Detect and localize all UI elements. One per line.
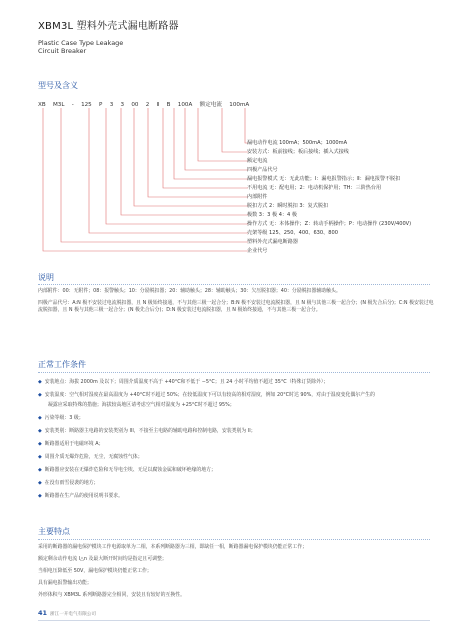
- subtitle-en-line-2: Circuit Breaker: [38, 47, 87, 55]
- code-segment: B: [166, 102, 171, 108]
- code-segment: 00: [131, 102, 139, 108]
- legend-item: 四极产品代号: [247, 167, 278, 173]
- code-segment: 额定电流: [199, 102, 222, 108]
- divider: [38, 539, 430, 540]
- legend-item: 企业代号: [247, 248, 268, 254]
- code-segment: 3: [120, 102, 125, 108]
- page-title: XBM3L 塑料外壳式漏电断路器: [38, 21, 179, 32]
- code-segment: 125: [81, 102, 92, 108]
- bullet-icon: ◆: [38, 428, 42, 434]
- footer-divider: [38, 620, 430, 621]
- condition-item: ◆ 断路器在生产品的使用说明书要求。: [38, 493, 124, 499]
- code-segment: M3L: [52, 102, 65, 108]
- legend-item: 漏电报警模式 无：无此功能；Ⅰ：漏电报警指示；Ⅱ：漏电报警不脱扣: [247, 176, 401, 182]
- condition-item: ◆ 污染等级：3 级；: [38, 415, 84, 421]
- code-segment: Ⅱ: [156, 102, 160, 108]
- code-segment: 100mA: [229, 102, 250, 108]
- feature-item: 具有漏电报警输出功能；: [38, 580, 92, 586]
- bullet-icon: ◆: [38, 441, 42, 447]
- condition-item: ◆ 断路器应安装在无爆炸危险和无导电尘埃、无足以腐蚀金属和破坏绝缘的地方；: [38, 467, 216, 473]
- legend-item: 操作方式 无：本体操作；Z：转动手柄操作；P：电动操作 (230V/400V): [247, 221, 412, 227]
- condition-item-continued: 凝露应采取特殊的措施；海拔较高地区请考虑空气相对湿度为 +25°C时不超过 95%；: [48, 402, 235, 408]
- legend-item: 脱扣方式 2：瞬时脱扣 3：复式脱扣: [247, 203, 329, 209]
- bullet-icon: ◆: [38, 415, 42, 421]
- legend-item: 不用电流 无：配电用；2：电动机保护用；TH：三阶热台用: [247, 185, 382, 191]
- page-footer: [38, 609, 96, 617]
- legend-item: 额定电流: [247, 158, 268, 164]
- code-segment: 2: [145, 102, 150, 108]
- bullet-icon: ◆: [38, 392, 42, 398]
- feature-item: 当相电压降低至 50V，漏电保护模块仍能正常工作；: [38, 568, 152, 574]
- feature-item: 额定剩余动作电流 I△n 及最大断开时间均是指定且可调整；: [38, 556, 167, 562]
- code-segment: XB: [38, 102, 46, 108]
- bullet-icon: ◆: [38, 493, 42, 499]
- condition-item: ◆ 断路器适用于电磁环境 A；: [38, 441, 104, 447]
- subtitle-en-line-1: Plastic Case Type Leakage: [38, 39, 124, 47]
- code-segment: -: [71, 102, 74, 108]
- legend-item: 内部附件: [247, 194, 268, 200]
- conditions-section-title: 正常工作条件: [38, 360, 86, 369]
- notes-section-title: 说明: [38, 273, 54, 282]
- feature-item: 外形体积与 XBM3L 系列断路器完全相同，安装且有较好的互换性。: [38, 592, 186, 598]
- legend-item: 漏电动作电流 100mA；500mA；1000mA: [247, 140, 348, 146]
- divider: [38, 372, 430, 373]
- notes-paragraph-1: 内部附件：00：无附件；08：报警触头；10：分励脱扣器；20：辅助触头；28：辅助触头；30：欠压脱扣器；40：分励脱扣器辅助触头。: [38, 288, 341, 294]
- model-section-title: 型号及含义: [38, 81, 78, 90]
- feature-item: 采用的断路器的漏电保护模块工作电源取单为二相，本系列断路器为三相，即缺任一相，断路器漏电保护模块仍能正常工作；: [38, 544, 307, 550]
- legend-item: 塑料外壳式漏电断路器: [247, 239, 298, 245]
- features-section-title: 主要特点: [38, 527, 70, 536]
- bullet-icon: ◆: [38, 467, 42, 473]
- code-segment: P: [99, 102, 103, 108]
- footer-company: 浙江一开电气有限公司: [50, 612, 96, 617]
- page-number: 41: [38, 609, 48, 617]
- legend-item: 安装方式：板前接线；板后接线；插入式接线: [247, 149, 349, 155]
- condition-item: ◆ 在没有雨雪侵袭的地方；: [38, 480, 99, 486]
- condition-item: ◆ 安装温度：空气相对湿度在最高温度为 +40°C时不超过 50%；在较低温度下可以有较高的相对湿度，例如 20°C时达 90%，对由于温度变化偶尔产生的: [38, 392, 375, 398]
- condition-item: ◆ 安装类别：断路器主电路的安装类别为 III，不接至主电路的辅助电路和控制电路，安装类别为 II；: [38, 428, 256, 434]
- legend-item: 极数 3：3 极 4：4 极: [247, 212, 298, 218]
- condition-item: ◆ 安装地点：海拔 2000m 及以下；周围介质温度不高于 +40°C和不低于 −5°C；且 24 小时平均值不超过 35°C（特殊订货除外）；: [38, 379, 329, 385]
- bullet-icon: ◆: [38, 480, 42, 486]
- model-leader-lines: [0, 0, 468, 300]
- divider: [38, 284, 430, 285]
- notes-paragraph-2: 四极产品代号：A:N 极不安装过电流脱扣器，且 N 极始终接通，不与其他三极一起合分；B:N 极不安装过电流脱扣器，且 N 极与其他三极一起合分；(N 极先合后分)；C:N 极安装过电流脱扣器，且 N 极与其他三极一起合分；(N 极先合后分)；D:N 极安装过电流脱扣器，且 N 极始终接通，不与其他三极一起合分。: [38, 300, 434, 313]
- code-segment: 100A: [177, 102, 193, 108]
- code-segment: 3: [109, 102, 114, 108]
- legend-item: 壳架等级 125、250、400、630、800: [247, 230, 338, 236]
- bullet-icon: ◆: [38, 379, 42, 385]
- bullet-icon: ◆: [38, 454, 42, 460]
- condition-item: ◆ 周围介质无爆炸危险，无尘，无腐蚀性气体；: [38, 454, 143, 460]
